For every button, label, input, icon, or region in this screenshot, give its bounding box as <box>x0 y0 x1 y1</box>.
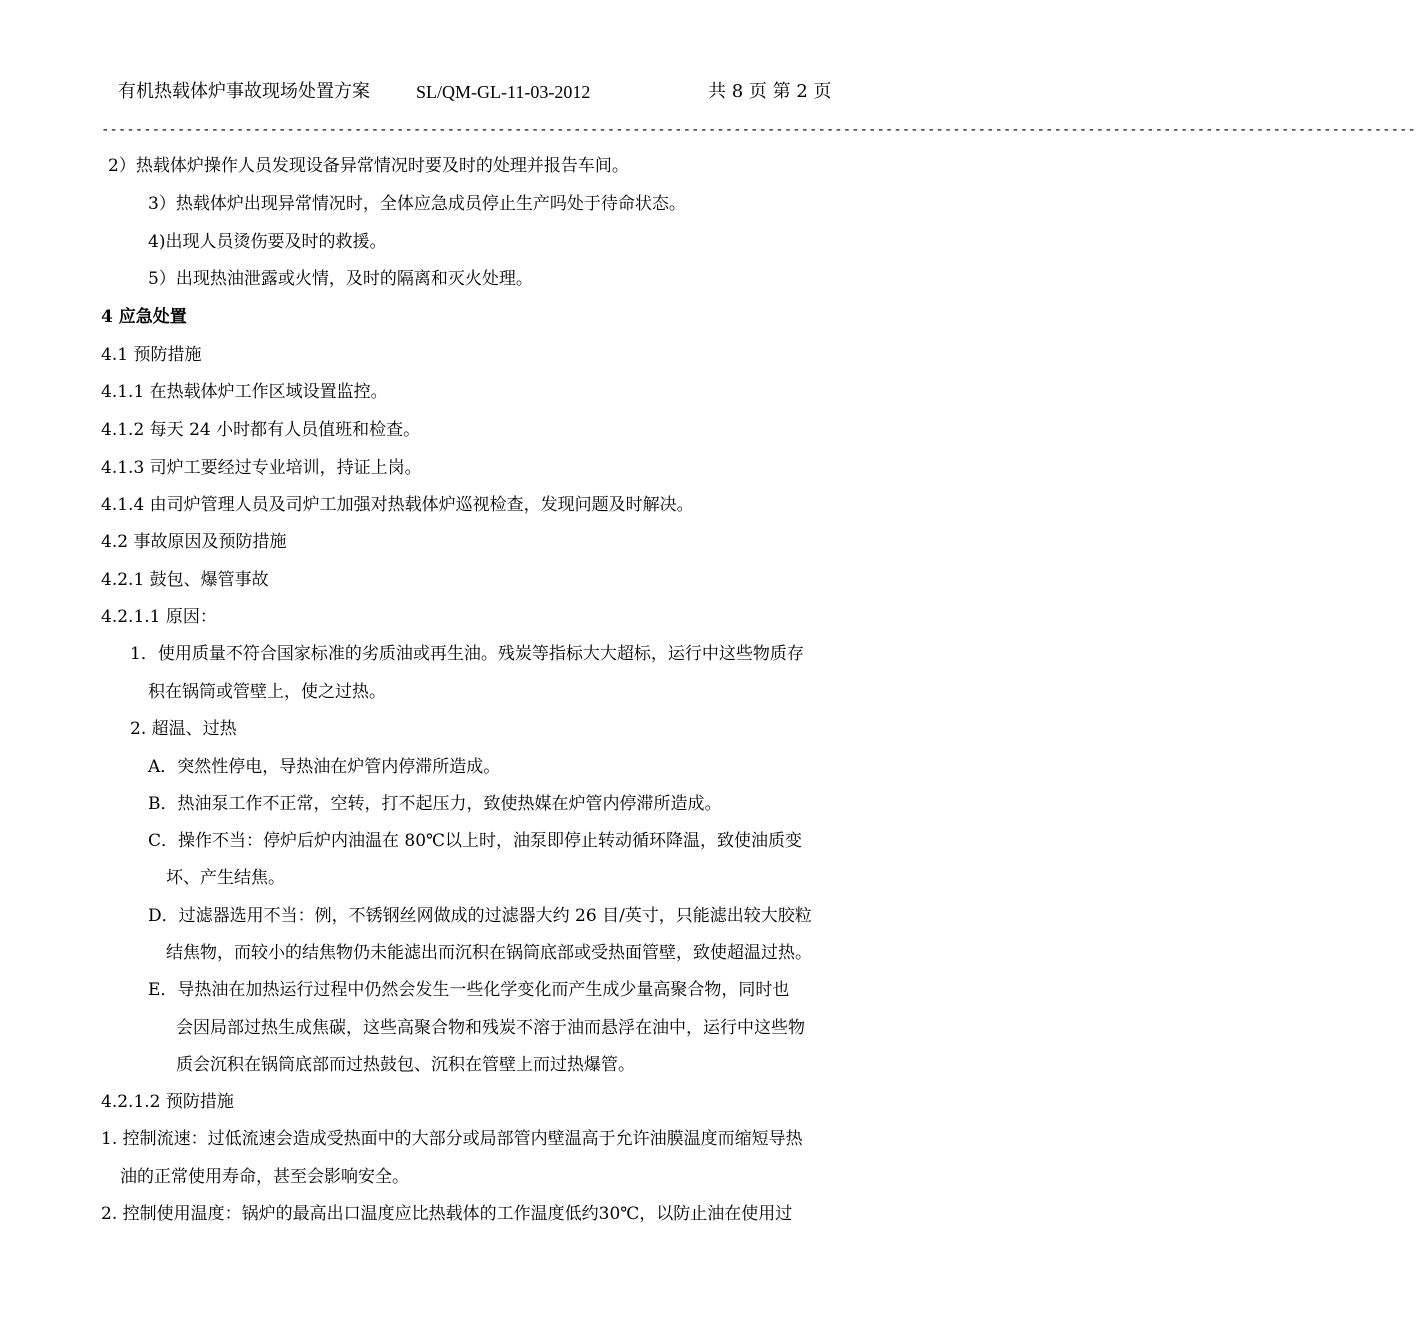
header-page-info: 共 8 页 第 2 页 <box>708 81 832 102</box>
section-heading-4-1: 4.1 预防措施 <box>101 345 202 365</box>
section-heading-4-2-1-1: 4.2.1.1 原因： <box>101 607 217 627</box>
cause-item-1-line-2: 积在锅筒或管壁上，使之过热。 <box>148 682 386 702</box>
header-title: 有机热载体炉事故现场处置方案 <box>118 81 370 102</box>
cause-item-c-line-1: C．操作不当：停炉后炉内油温在 80℃以上时，油泵即停止转动循环降温，致使油质变 <box>148 831 803 851</box>
section-heading-4-2-1: 4.2.1 鼓包、爆管事故 <box>101 570 269 590</box>
cause-item-e-line-3: 质会沉积在锅筒底部而过热鼓包、沉积在管壁上而过热爆管。 <box>176 1055 635 1075</box>
paragraph-4-1-2: 4.1.2 每天 24 小时都有人员值班和检查。 <box>101 420 421 440</box>
list-item-4: 4)出现人员烫伤要及时的救援。 <box>148 232 387 252</box>
cause-item-a: A．突然性停电，导热油在炉管内停滞所造成。 <box>148 757 501 777</box>
header-document-code: SL/QM-GL-11-03-2012 <box>416 82 591 102</box>
paragraph-4-1-4: 4.1.4 由司炉管理人员及司炉工加强对热载体炉巡视检查，发现问题及时解决。 <box>101 495 694 515</box>
measure-item-1-line-1: 1. 控制流速：过低流速会造成受热面中的大部分或局部管内壁温高于允许油膜温度而缩短导热 <box>101 1129 803 1149</box>
section-heading-4-2-1-2: 4.2.1.2 预防措施 <box>101 1092 234 1112</box>
list-item-3: 3）热载体炉出现异常情况时，全体应急成员停止生产吗处于待命状态。 <box>148 194 686 214</box>
cause-item-d-line-1: D．过滤器选用不当：例，不锈钢丝网做成的过滤器大约 26 目/英寸，只能滤出较大胶粒 <box>148 906 812 926</box>
paragraph-4-1-1: 4.1.1 在热载体炉工作区域设置监控。 <box>101 382 388 402</box>
list-item-5: 5）出现热油泄露或火情，及时的隔离和灭火处理。 <box>148 269 533 289</box>
cause-item-e-line-2: 会因局部过热生成焦碳，这些高聚合物和残炭不溶于油而悬浮在油中，运行中这些物 <box>176 1018 805 1038</box>
cause-item-d-line-2: 结焦物，而较小的结焦物仍未能滤出而沉积在锅筒底部或受热面管壁，致使超温过热。 <box>166 943 812 963</box>
cause-item-2: 2. 超温、过热 <box>130 719 237 739</box>
cause-item-1-line-1: 1．使用质量不符合国家标准的劣质油或再生油。残炭等指标大大超标，运行中这些物质存 <box>130 644 804 664</box>
cause-item-e-line-1: E．导热油在加热运行过程中仍然会发生一些化学变化而产生成少量高聚合物，同时也 <box>148 980 790 1000</box>
cause-item-b: B．热油泵工作不正常，空转，打不起压力，致使热媒在炉管内停滞所造成。 <box>148 794 722 814</box>
header-dashed-rule: ------------------------------------------------------------------------------------------------------------------------------------------------------------ <box>101 122 1416 138</box>
cause-item-c-line-2: 坏、产生结焦。 <box>166 868 285 888</box>
paragraph-4-1-3: 4.1.3 司炉工要经过专业培训，持证上岗。 <box>101 458 422 478</box>
section-heading-4: 4 应急处置 <box>101 307 187 327</box>
section-heading-4-2: 4.2 事故原因及预防措施 <box>101 532 287 552</box>
measure-item-2-line-1: 2. 控制使用温度：锅炉的最高出口温度应比热载体的工作温度低约30℃，以防止油在使用过 <box>101 1204 793 1224</box>
measure-item-1-line-2: 油的正常使用寿命，甚至会影响安全。 <box>120 1167 409 1187</box>
list-item-2: 2）热载体炉操作人员发现设备异常情况时要及时的处理并报告车间。 <box>108 156 629 176</box>
